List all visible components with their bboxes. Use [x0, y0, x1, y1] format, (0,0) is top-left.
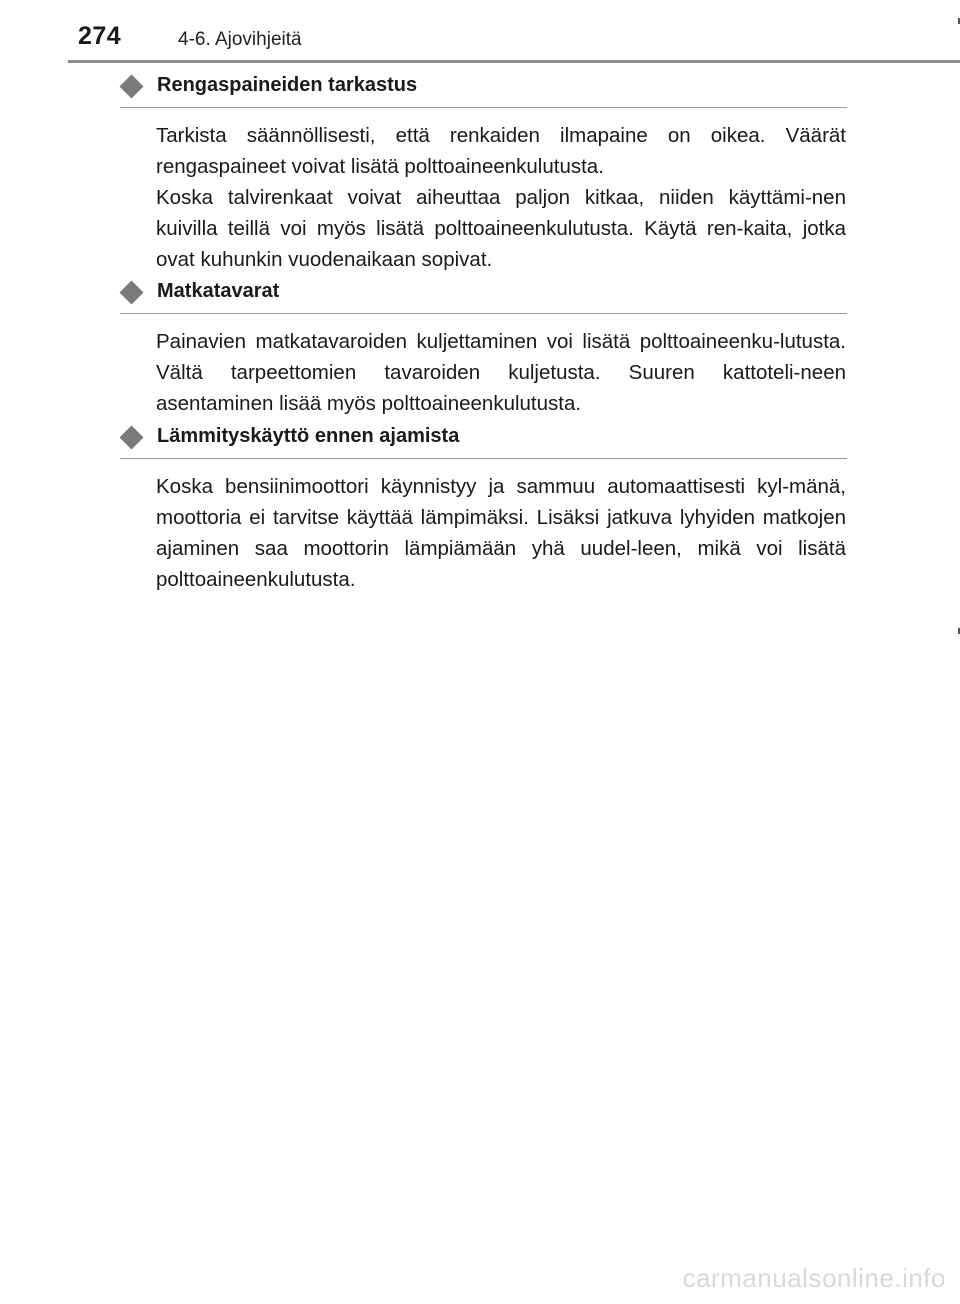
paragraph: Koska bensiinimoottori käynnistyy ja sammuu automaattisesti kyl-mänä, moottoria ei tarvitse käyttää lämpimäksi. Lisäksi jatkuva lyhyiden matkojen ajaminen saa moottorin lämpiämään yhä uudel-leen, mikä voi lisätä polttoaineenkulutusta. [156, 475, 846, 591]
section-tire-pressure [120, 74, 847, 275]
watermark: carmanualsonline.info [682, 1263, 946, 1293]
section-divider [120, 313, 847, 314]
paragraph: Painavien matkatavaroiden kuljettaminen voi lisätä polttoaineenku-lutusta. Vältä tarpeettomien tavaroiden kuljetusta. Suuren kattoteli-neen asentaminen lisää myös polttoaineenkulutusta. [156, 330, 846, 415]
page-number: 274 [78, 22, 122, 50]
section-title: Lämmityskäyttö ennen ajamista [157, 425, 460, 447]
section-divider [120, 458, 847, 459]
section-heading [120, 74, 847, 108]
section-heading [120, 280, 847, 314]
section-heading [120, 425, 847, 459]
section-title: Matkatavarat [157, 280, 280, 302]
diamond-bullet-icon [119, 425, 143, 449]
chapter-title: 4-6. Ajovihjeitä [178, 29, 302, 50]
diamond-bullet-icon [119, 74, 143, 98]
paragraph: Koska talvirenkaat voivat aiheuttaa paljon kitkaa, niiden käyttämi-nen kuivilla teillä voi myös lisätä polttoaineenkulutusta. Käytä ren-kaita, jotka ovat kuhunkin vuodenaikaan sopivat. [156, 186, 846, 271]
section-title: Rengaspaineiden tarkastus [157, 74, 418, 96]
section-luggage [120, 280, 847, 419]
section-divider [120, 107, 847, 108]
paragraph: Tarkista säännöllisesti, että renkaiden ilmapaine on oikea. Väärät rengaspaineet voivat lisätä polttoaineenkulutusta. [156, 124, 846, 178]
section-warm-up [120, 425, 847, 595]
header-divider [68, 60, 960, 63]
diamond-bullet-icon [119, 280, 143, 304]
